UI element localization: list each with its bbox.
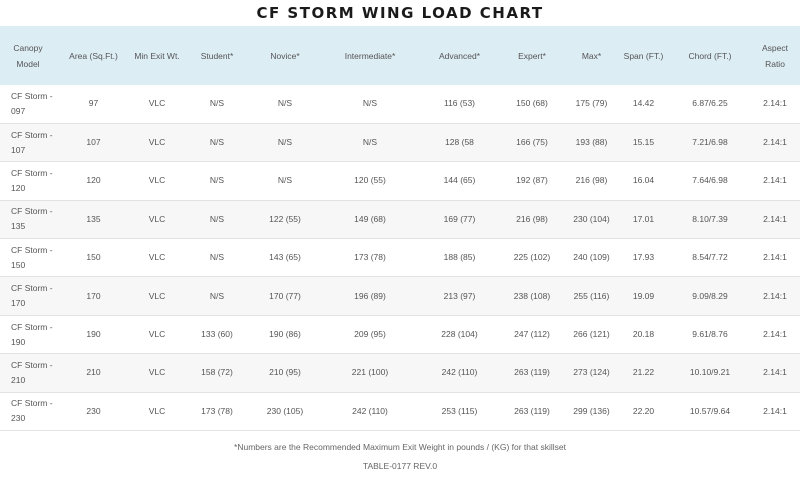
table-cell: 166 (75): [516, 137, 548, 148]
table-cell: 299 (136): [573, 405, 610, 416]
table-cell: 14.42: [632, 98, 655, 109]
column-header: Expert*: [518, 50, 546, 61]
table-cell: 190 (86): [269, 329, 301, 340]
canopy-model-cell: CF Storm - 097: [11, 90, 53, 116]
column-header: Novice*: [270, 50, 300, 61]
column-header: Chord (FT.): [688, 50, 732, 61]
table-cell: 10.57/9.64: [689, 405, 731, 416]
table-cell: 173 (78): [354, 252, 386, 263]
table-cell: 107: [86, 137, 101, 148]
table-cell: 144 (65): [443, 175, 476, 186]
table-cell: 2.14:1: [763, 213, 787, 224]
table-cell: 2.14:1: [763, 98, 787, 109]
table-row: [0, 162, 800, 200]
table-cell: N/S: [362, 137, 378, 148]
table-cell: 8.54/7.72: [692, 252, 728, 263]
table-cell: 238 (108): [513, 290, 551, 301]
canopy-model-cell: CF Storm - 150: [11, 244, 53, 270]
table-cell: N/S: [209, 213, 225, 224]
table-cell: 273 (124): [573, 367, 610, 378]
column-header: Aspect Ratio: [762, 42, 788, 69]
table-cell: VLC: [148, 175, 166, 186]
page-title: CF STORM WING LOAD CHART: [256, 4, 544, 22]
table-cell: 16.04: [632, 175, 655, 186]
table-cell: 2.14:1: [763, 175, 787, 186]
table-cell: VLC: [148, 252, 166, 263]
table-cell: 158 (72): [201, 367, 233, 378]
table-cell: 97: [88, 98, 99, 109]
table-cell: 15.15: [632, 137, 655, 148]
table-cell: 7.64/6.98: [692, 175, 728, 186]
table-row: [0, 315, 800, 353]
table-cell: VLC: [148, 367, 166, 378]
table-cell: VLC: [148, 290, 166, 301]
table-cell: 193 (88): [575, 137, 608, 148]
table-cell: 9.61/8.76: [692, 329, 728, 340]
table-cell: 143 (65): [269, 252, 301, 263]
table-cell: VLC: [148, 329, 166, 340]
table-cell: 240 (109): [573, 252, 610, 263]
table-cell: N/S: [209, 175, 225, 186]
column-header: Area (Sq.Ft.): [69, 50, 118, 61]
column-header: Advanced*: [438, 50, 481, 61]
table-cell: 120 (55): [354, 175, 386, 186]
table-cell: 225 (102): [513, 252, 551, 263]
canopy-model-cell: CF Storm - 107: [11, 129, 53, 155]
canopy-model-cell: CF Storm - 230: [11, 398, 53, 424]
table-cell: 196 (89): [354, 290, 386, 301]
table-cell: 210 (95): [269, 367, 301, 378]
table-cell: 9.09/8.29: [692, 290, 728, 301]
column-header: Min Exit Wt.: [134, 50, 180, 61]
table-cell: VLC: [148, 98, 166, 109]
canopy-model-cell: CF Storm - 210: [11, 359, 53, 385]
table-cell: 116 (53): [443, 98, 476, 109]
table-cell: 19.09: [632, 290, 655, 301]
table-cell: 188 (85): [443, 252, 476, 263]
footnote: *Numbers are the Recommended Maximum Exit Weight in pounds / (KG) for that skillset: [234, 442, 566, 453]
table-cell: 170 (77): [269, 290, 301, 301]
wing-load-table: [0, 26, 800, 431]
table-cell: 263 (119): [514, 405, 550, 416]
table-cell: 120: [86, 175, 101, 186]
table-cell: 17.93: [632, 252, 655, 263]
table-row: [0, 239, 800, 277]
table-cell: 255 (116): [573, 290, 610, 301]
table-row: [0, 354, 800, 392]
table-header-row: [0, 26, 800, 85]
table-cell: 2.14:1: [763, 137, 787, 148]
table-cell: 216 (98): [516, 213, 548, 224]
table-cell: N/S: [362, 98, 378, 109]
table-cell: 221 (100): [351, 367, 389, 378]
table-cell: N/S: [209, 252, 225, 263]
table-cell: 22.20: [632, 405, 655, 416]
column-header: Max*: [581, 50, 602, 61]
table-cell: 228 (104): [441, 329, 478, 340]
table-cell: 2.14:1: [763, 290, 787, 301]
table-cell: 135: [86, 213, 101, 224]
canopy-model-cell: CF Storm - 170: [11, 283, 53, 309]
table-cell: 210: [86, 367, 101, 378]
table-cell: 150 (68): [516, 98, 548, 109]
table-cell: N/S: [209, 290, 225, 301]
table-row: [0, 85, 800, 123]
column-header: Span (FT.): [623, 50, 664, 61]
table-cell: 230: [86, 405, 101, 416]
table-cell: 209 (95): [354, 329, 386, 340]
table-cell: 263 (119): [514, 367, 550, 378]
table-cell: VLC: [148, 137, 166, 148]
column-header: Canopy Model: [13, 42, 43, 69]
table-cell: 20.18: [632, 329, 655, 340]
table-cell: 192 (87): [516, 175, 548, 186]
table-cell: 213 (97): [443, 290, 476, 301]
table-cell: N/S: [209, 137, 225, 148]
table-body: [0, 85, 800, 431]
table-cell: 170: [86, 290, 101, 301]
canopy-model-cell: CF Storm - 120: [11, 167, 53, 193]
table-cell: 2.14:1: [763, 405, 787, 416]
column-header: Intermediate*: [344, 50, 396, 61]
table-cell: 169 (77): [443, 213, 476, 224]
table-cell: 128 (58: [445, 137, 474, 148]
table-cell: 253 (115): [441, 405, 478, 416]
table-cell: 230 (105): [266, 405, 304, 416]
table-row: [0, 392, 800, 430]
table-cell: N/S: [277, 137, 293, 148]
table-cell: 247 (112): [514, 329, 550, 340]
table-cell: 17.01: [632, 213, 655, 224]
table-cell: 150: [86, 252, 101, 263]
table-cell: 10.10/9.21: [689, 367, 731, 378]
table-id: TABLE-0177 REV.0: [362, 461, 438, 472]
table-cell: 173 (78): [201, 405, 233, 416]
table-cell: 7.21/6.98: [692, 137, 728, 148]
table-cell: N/S: [277, 98, 293, 109]
table-cell: VLC: [148, 213, 166, 224]
table-cell: 122 (55): [269, 213, 301, 224]
table-cell: 230 (104): [573, 213, 610, 224]
table-cell: 175 (79): [575, 98, 608, 109]
table-cell: N/S: [277, 175, 293, 186]
table-cell: 242 (110): [352, 405, 388, 416]
table-cell: 149 (68): [354, 213, 386, 224]
canopy-model-cell: CF Storm - 190: [11, 321, 53, 347]
table-row: [0, 200, 800, 238]
table-cell: 2.14:1: [763, 367, 787, 378]
table-cell: 21.22: [632, 367, 655, 378]
table-cell: VLC: [148, 405, 166, 416]
table-cell: N/S: [209, 98, 225, 109]
table-cell: 216 (98): [575, 175, 608, 186]
canopy-model-cell: CF Storm - 135: [11, 206, 53, 232]
table-cell: 8.10/7.39: [692, 213, 728, 224]
table-cell: 6.87/6.25: [692, 98, 728, 109]
table-cell: 190: [86, 329, 101, 340]
table-row: [0, 123, 800, 161]
table-cell: 133 (60): [201, 329, 233, 340]
table-cell: 242 (110): [441, 367, 478, 378]
table-cell: 2.14:1: [763, 252, 787, 263]
column-header: Student*: [200, 50, 234, 61]
table-cell: 266 (121): [573, 329, 610, 340]
table-row: [0, 277, 800, 315]
table-cell: 2.14:1: [763, 329, 787, 340]
